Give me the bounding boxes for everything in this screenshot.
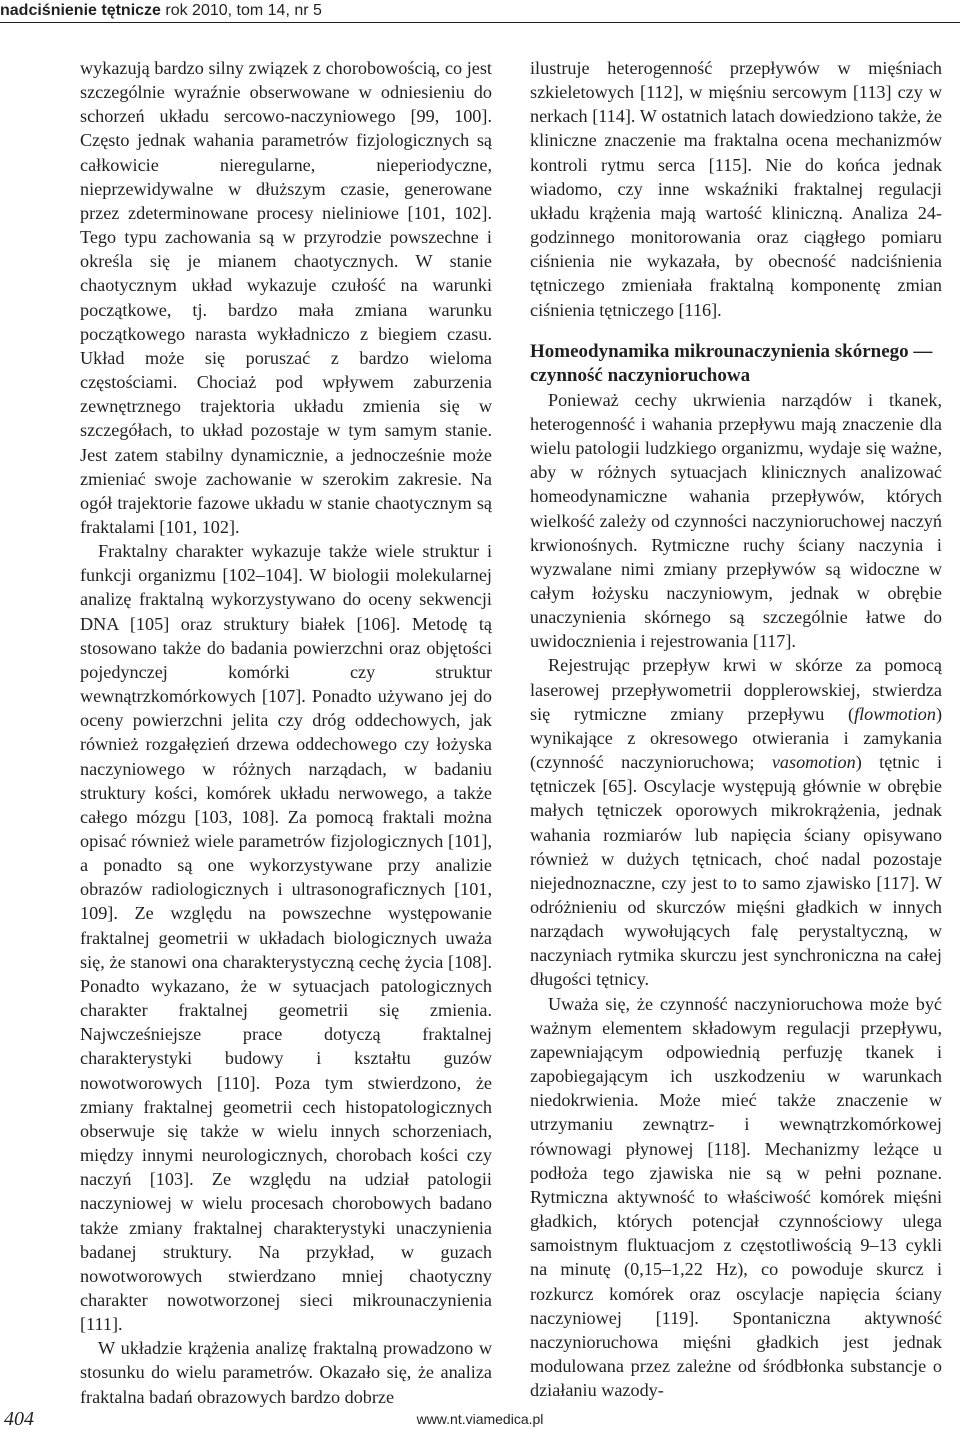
running-head (0, 0, 322, 22)
paragraph: ilustruje heterogenność przepływów w mięśniach szkieletowych [112], w mięśniu sercowym [113] czy w nerkach [114]. W ostatnich latach dowiedziono także, że kliniczne znaczenie ma fraktalna ocena mechanizmów kontroli rytmu serca [115]. Nie do końca jednak wiadomo, czy inne wskaźniki fraktalnej regulacji układu krążenia mają wartość kliniczną. Analiza 24-godzinnego monitorowania oraz ciągłego pomiaru ciśnienia nie wykazała, by obecność nadciśnienia tętniczego zmieniała fraktalną komponentę zmian ciśnienia tętniczego [116]. (530, 58, 942, 320)
header-rule (0, 22, 960, 23)
text-run: ) wynikające z okresowego otwierania i zamykania (czynność naczynioruchowa; (530, 703, 942, 773)
paragraph (530, 653, 942, 991)
paragraph: wykazują bardzo silny związek z chorobowością, co jest szczególnie wyraźnie obserwowane w odniesieniu do schorzeń układu sercowo-naczyniowego [99, 100]. Często jednak wahania parametrów fizjologicznych są całkowicie nieregularne, nieperiodyczne, nieprzewidywalne w dłuższym czasie, generowane przez zdeterminowane procesy nieliniowe [101, 102]. Tego typu zachowania są w przyrodzie powszechne i określa się je mianem chaotycznych. W stanie chaotycznym układ wykazuje czułość na warunki początkowe, tj. bardzo mała zmiana warunku początkowego narasta wykładniczo z biegiem czasu. Układ może się poruszać z bardzo wieloma częstościami. Chociaż pod wpływem zaburzenia zewnętrznego trajektoria układu zmienia się w szczegółach, to układ pozostaje w tym samym stanie. Jest zatem stabilny dynamicznie, a jednocześnie może zmieniać swoje zachowanie w szerokim zakresie. Na ogół trajektorie fazowe układu w stanie chaotycznym są fraktalami [101, 102]. (80, 58, 492, 537)
paragraph: Ponieważ cechy ukrwienia narządów i tkanek, heterogenność i wahania przepływu mają znaczenie dla wielu patologii ludzkiego organizmu, wydaje się ważne, aby w różnych sytuacjach klinicznych analizować homeodynamiczne wahania przepływów, których wielkość zależy od czynności naczynioruchowej naczyń krwionośnych. Rytmiczne ruchy ściany naczynia i wyzwalane nimi zmiany przepływów są widoczne w całym łożysku naczyniowym, jednak w obrębie unaczynienia skórnego są szczególnie łatwe do uwidocznienia i rejestrowania [117]. (530, 389, 942, 652)
paragraph: W układzie krążenia analizę fraktalną prowadzono w stosunku do wielu parametrów. Okazało się, że analiza fraktalna badań obrazowych bardzo dobrze (80, 1338, 492, 1407)
right-column (530, 56, 942, 1402)
footer-url[interactable]: www.nt.viamedica.pl (416, 1411, 544, 1427)
issue-info: rok 2010, tom 14, nr 5 (160, 2, 322, 19)
left-column (80, 56, 492, 1409)
page-number: 404 (4, 1408, 34, 1430)
section-heading: Homeodynamika mikrounaczynienia skórnego — czynność naczynioruchowa (530, 340, 933, 386)
paragraph: Fraktalny charakter wykazuje także wiele struktur i funkcji organizmu [102–104]. W biologii molekularnej analizę fraktalną wykorzystywano do oceny sekwencji DNA [105] oraz struktury białek [106]. Metodę tą stosowano także do badania powierzchni oraz objętości pojedynczej komórki czy struktur wewnątrzkomórkowych [107]. Ponadto używano jej do oceny powierzchni jelita czy dróg oddechowych, jak również rozgałęzień drzewa oddechowego czy łożyska naczyniowego w różnych narządach, w badaniu struktury kości, komórek układu nerwowego, a także całego mózgu [103, 108]. Za pomocą fraktali można opisać również wiele parametrów fizjologicznych [101], a ponadto są one wykorzystywane przy analizie obrazów radiologicznych i ultrasonograficznych [101, 109]. Ze względu na powszechne występowanie fraktalnej geometrii w układach biologicznych uważa się, że stanowi ona charakterystyczną cechę życia [108]. Ponadto wykazano, że w sytuacjach patologicznych charakter fraktalnej geometrii się zmienia. Najwcześniejsze prace dotyczą fraktalnej charakterystyki budowy i kształtu guzów nowotworowych [110]. Poza tym stwierdzono, że zmiany fraktalnej geometrii cech histopatologicznych obserwuje się także w wielu innych schorzeniach, między innymi neurologicznych, chorobach kości czy naczyń [103]. Ze względu na udział patologii naczyniowej w wielu procesach chorobowych badano także zmiany fraktalnej charakterystyki unaczynienia badanej struktury. Na przykład, w guzach nowotworowych stwierdzano mniej chaotyczny charakter nowotworzonej sieci mikrounaczynienia [111]. (80, 541, 492, 1335)
paragraph: Uważa się, że czynność naczynioruchowa może być ważnym elementem składowym regulacji przepływu, zapewniającym odpowiednią perfuzję tkanek i zapobiegającym ich uszkodzeniu w warunkach niedokrwienia. Może mieć także znaczenie w utrzymaniu zewnątrz- i wewnątrzkomórkowej równowagi płynowej [118]. Mechanizmy leżące u podłoża tego zjawiska nie są w pełni poznane. Rytmiczna aktywność to właściwość komórek mięśni gładkich, których potencjał czynnościowy ulega samoistnym fluktuacjom z częstotliwością 9–13 cykli na minutę (0,15–1,22 Hz), co powoduje skurcz i rozkurcz komórek oraz oscylacje napięcia ściany naczyniowej [119]. Spontaniczna aktywność naczynioruchowa mięśni gładkich jest jednak modulowana przez zależne od śródbłonka substancje o działaniu wazody- (530, 993, 942, 1401)
italic-term: flowmotion (854, 703, 936, 724)
text-run: ) tętnic i tętniczek [65]. Oscylacje występują głównie w obrębie małych tętniczek oporowych mikrokrążenia, jednak wahania rozmiarów lub napięcia ściany opisywano również w dużych tętnicach, choć nadal pozostaje niejednoznaczne, czy jest to to samo zjawisko [117]. W odróżnieniu od skurczów mięśni gładkich w innych narządach wywołujących falę perystaltyczną, w naczyniach rytmika skurczu jest synchroniczna na całej długości tętnicy. (530, 752, 942, 990)
journal-title: nadciśnienie tętnicze (0, 2, 161, 19)
text-run: Rejestrując przepływ krwi w skórze za pomocą laserowej przepływometrii dopplerowskiej, stwierdza się rytmiczne zmiany przepływu ( (530, 655, 942, 724)
italic-term: vasomotion (771, 752, 856, 773)
